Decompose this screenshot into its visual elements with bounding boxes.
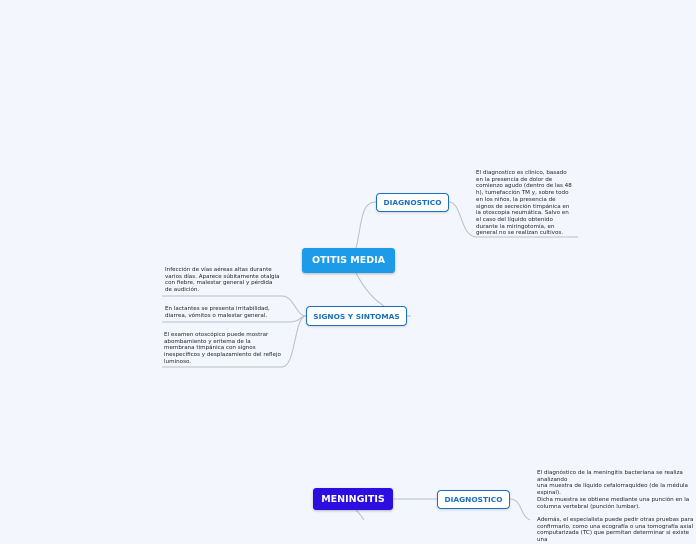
otitis-media-node[interactable] bbox=[302, 248, 395, 273]
connector-meningitis-note bbox=[510, 499, 530, 520]
meningitis-diagnostico-note: El diagnóstico de la meningitis bacteriana se realiza analizando una muestra de líquido cefalorraquídeo (de la médula espinal). Dicha muestra se obtiene mediante una punción en la columna vertebral (punción lumbar). Además, el especialista puede pedir otras pruebas para confirmarlo, como una ecografía o una tomografía axial computarizada (TC) que permitan determinar si existe una bbox=[537, 470, 694, 544]
signos-note-2: En lactantes se presenta irritabilidad, diarrea, vómitos o malestar general. bbox=[165, 306, 270, 319]
connector-otitis-signos bbox=[356, 273, 384, 306]
meningitis-diagnostico-label: DIAGNOSTICO bbox=[444, 495, 503, 504]
signos-note-3: El examen otoscópico puede mostrar abombamiento y eritema de la membrana timpánica con signos inespecíficos y desplazamiento del reflejo luminoso. bbox=[164, 332, 281, 365]
otitis-diagnostico-node[interactable] bbox=[376, 193, 449, 212]
otitis-diagnostico-label: DIAGNOSTICO bbox=[383, 198, 442, 207]
otitis-signos-node[interactable] bbox=[306, 306, 407, 326]
meningitis-node[interactable] bbox=[313, 488, 393, 510]
otitis-signos-label: SIGNOS Y SINTOMAS bbox=[313, 311, 400, 321]
connector-meningitis-down bbox=[356, 510, 364, 520]
meningitis-diagnostico-node[interactable] bbox=[437, 490, 510, 509]
otitis-media-title: OTITIS MEDIA bbox=[312, 255, 385, 266]
meningitis-title: MENINGITIS bbox=[321, 493, 385, 505]
signos-note-1: Infección de vías aéreas altas durante varios días. Aparece súbitamente otalgia con fiebre, malestar general y pérdida de audición. bbox=[165, 267, 280, 294]
otitis-diagnostico-note: El diagnostico es clínico, basado en la presencia de dolor de comienzo agudo (dentro de las 48 h), tumefacción TM y, sobre todo en los niños, la presencia de signos de secreción timpánica en la otoscopia neumática. Salvo en el caso del líquido obtenido durante la miringotomía, en general no se realizan cultivos. bbox=[476, 170, 572, 237]
connector-otitis-diagnostico bbox=[356, 202, 376, 248]
